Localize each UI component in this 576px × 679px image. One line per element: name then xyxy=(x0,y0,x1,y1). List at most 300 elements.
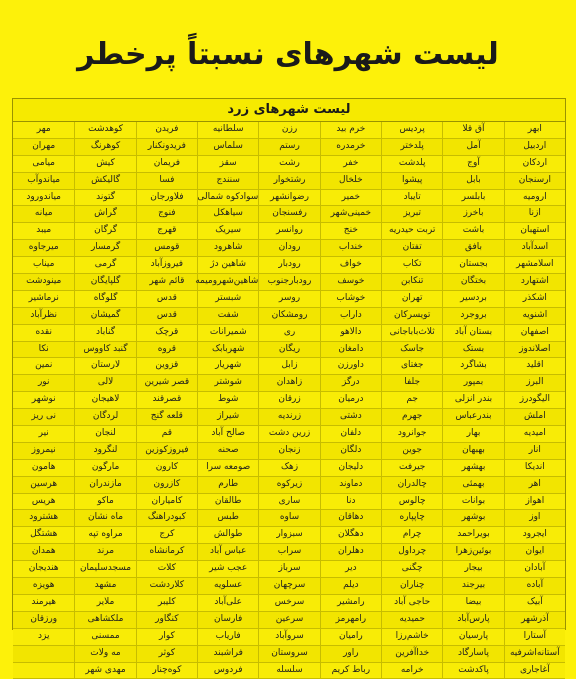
table-row xyxy=(13,139,565,156)
table-cell: عسلویه xyxy=(197,578,258,594)
table-cell: خاشم‌رزا xyxy=(381,629,442,645)
table-cell: رودان xyxy=(258,240,319,256)
table-cell: زرقان xyxy=(258,392,319,408)
table-cell: سروستان xyxy=(258,646,319,662)
table-cell: قدس xyxy=(136,291,197,307)
table-cell: طوالش xyxy=(197,527,258,543)
table-cell: دیلم xyxy=(320,578,381,594)
table-cell: اصفهان xyxy=(504,325,565,341)
table-cell: حمیدیه xyxy=(381,612,442,628)
table-cell: خوسف xyxy=(320,274,381,290)
table-cell: لاهیجان xyxy=(74,392,135,408)
table-cell: کلیبر xyxy=(136,595,197,611)
table-row xyxy=(13,663,565,679)
table-cell: امیدیه xyxy=(504,426,565,442)
table-cell: لنگرود xyxy=(74,443,135,459)
table-cell: قلعه گنج xyxy=(136,409,197,425)
table-cell: جم xyxy=(381,392,442,408)
table-cell: پاسارگاد xyxy=(442,646,503,662)
table-cell: جلفا xyxy=(381,375,442,391)
table-cell: ازنا xyxy=(504,206,565,222)
table-cell: آستانه‌اشرفیه xyxy=(504,646,565,662)
table-cell: ساوه xyxy=(258,510,319,526)
table-cell: میاندورود xyxy=(13,190,74,206)
table-row xyxy=(13,629,565,646)
table-cell: سرعین xyxy=(258,612,319,628)
table-cell: بجستان xyxy=(442,257,503,273)
table-cell: کیش xyxy=(74,156,135,172)
table-cell: طالقان xyxy=(197,494,258,510)
table-row xyxy=(13,342,565,359)
table-row xyxy=(13,595,565,612)
table-cell: رودبارجنوب xyxy=(258,274,319,290)
table-cell: خمیر xyxy=(320,190,381,206)
table-cell: شفت xyxy=(197,308,258,324)
table-cell: گنبد کاووس xyxy=(74,342,135,358)
table-row xyxy=(13,358,565,375)
table-cell: اردکان xyxy=(504,156,565,172)
table-cell: مه ولات xyxy=(74,646,135,662)
table-cell: فیروزکوزین xyxy=(136,443,197,459)
table-row xyxy=(13,646,565,663)
table-cell: آوج xyxy=(442,156,503,172)
table-cell: رباط کریم xyxy=(320,663,381,679)
table-cell: آبیک xyxy=(504,595,565,611)
table-cell: سقز xyxy=(197,156,258,172)
table-cell: زابل xyxy=(258,358,319,374)
table-cell: سیریک xyxy=(197,223,258,239)
table-cell: اشکذر xyxy=(504,291,565,307)
table-cell: پارس‌آباد xyxy=(442,612,503,628)
table-row xyxy=(13,325,565,342)
table-cell: نظرآباد xyxy=(13,308,74,324)
table-cell: چرداول xyxy=(381,544,442,560)
table-cell: شاهین دژ xyxy=(197,257,258,273)
table-cell: قروه xyxy=(136,342,197,358)
table-cell: بیجار xyxy=(442,561,503,577)
table-cell: نیمروز xyxy=(13,443,74,459)
table-cell: دهاقان xyxy=(320,510,381,526)
table-cell: بندرعباس xyxy=(442,409,503,425)
table-cell: هریس xyxy=(13,494,74,510)
table-cell: فیروزآباد xyxy=(136,257,197,273)
table-cell: رامشیر xyxy=(320,595,381,611)
table-cell: اندیکا xyxy=(504,460,565,476)
table-cell: قدس xyxy=(136,308,197,324)
table-cell: لالی xyxy=(74,375,135,391)
table-cell: کوهرنگ xyxy=(74,139,135,155)
table-cell: بهار xyxy=(442,426,503,442)
table-cell: خلخال xyxy=(320,173,381,189)
table-cell: بروجرد xyxy=(442,308,503,324)
table-cell: چالدران xyxy=(381,477,442,493)
table-cell: فلاورجان xyxy=(136,190,197,206)
table-cell: دهلران xyxy=(320,544,381,560)
table-cell: کوار xyxy=(136,629,197,645)
table-cell: فسا xyxy=(136,173,197,189)
table-cell: شاهین‌شهرومیمه xyxy=(197,274,258,290)
table-cell: اسلامشهر xyxy=(504,257,565,273)
table-cell: اهر xyxy=(504,477,565,493)
table-cell: مشهد xyxy=(74,578,135,594)
table-cell: شمیرانات xyxy=(197,325,258,341)
table-cell: ماه نشان xyxy=(74,510,135,526)
table-cell: فریدن xyxy=(136,122,197,138)
table-cell: میامی xyxy=(13,156,74,172)
table-row xyxy=(13,443,565,460)
table-cell: جهرم xyxy=(381,409,442,425)
table-cell: قهرج xyxy=(136,223,197,239)
table-cell: نرماشیر xyxy=(13,291,74,307)
table-cell: شوشتر xyxy=(197,375,258,391)
table-cell: رشت xyxy=(258,156,319,172)
table-cell: طارم xyxy=(197,477,258,493)
table-cell: بستان آباد xyxy=(442,325,503,341)
table-cell: زنجان xyxy=(258,443,319,459)
table-cell: گالیکش xyxy=(74,173,135,189)
table-cell: فردوس xyxy=(197,663,258,679)
table-cell: آق قلا xyxy=(442,122,503,138)
table-cell: شوط xyxy=(197,392,258,408)
table-cell: ساری xyxy=(258,494,319,510)
table-row xyxy=(13,426,565,443)
table-row xyxy=(13,409,565,426)
table-cell: جغتای xyxy=(381,358,442,374)
table-cell: لنجان xyxy=(74,426,135,442)
table-cell: سبزوار xyxy=(258,527,319,543)
table-cell: البرز xyxy=(504,375,565,391)
table-cell: اسدآباد xyxy=(504,240,565,256)
table-cell: پیشوا xyxy=(381,173,442,189)
table-cell: قائم شهر xyxy=(136,274,197,290)
table-cell: شبستر xyxy=(197,291,258,307)
table-row xyxy=(13,561,565,578)
table-cell: جاسک xyxy=(381,342,442,358)
table-cell: گلوگاه xyxy=(74,291,135,307)
table-cell: دماوند xyxy=(320,477,381,493)
table-row xyxy=(13,308,565,325)
table-cell: صالح آباد xyxy=(197,426,258,442)
table-cell: درمیان xyxy=(320,392,381,408)
table-cell: نکا xyxy=(13,342,74,358)
table-cell: تفتان xyxy=(381,240,442,256)
table-cell: گلپایگان xyxy=(74,274,135,290)
table-cell: پارسیان xyxy=(442,629,503,645)
table-cell: سنندج xyxy=(197,173,258,189)
table-cell: بیضا xyxy=(442,595,503,611)
table-cell: ایجرود xyxy=(504,527,565,543)
table-cell: مرند xyxy=(74,544,135,560)
table-row xyxy=(13,392,565,409)
table-cell: زاهدان xyxy=(258,375,319,391)
table-row xyxy=(13,173,565,190)
table-cell: بابلسر xyxy=(442,190,503,206)
table-cell: باخرز xyxy=(442,206,503,222)
table-cell: هامون xyxy=(13,460,74,476)
table-cell: نی ریز xyxy=(13,409,74,425)
table-cell: مینودشت xyxy=(13,274,74,290)
table-cell: گرمسار xyxy=(74,240,135,256)
table-cell: داورزن xyxy=(320,358,381,374)
table-cell: هشترود xyxy=(13,510,74,526)
table-cell: نمین xyxy=(13,358,74,374)
page-title: لیست شهرهای نسبتاً پرخطر xyxy=(0,30,576,80)
table-cell: رامهرمز xyxy=(320,612,381,628)
table-cell: مهر xyxy=(13,122,74,138)
table-cell: مارگون xyxy=(74,460,135,476)
table-cell: میبد xyxy=(13,223,74,239)
table-cell: قصرقند xyxy=(136,392,197,408)
table-cell: استهبان xyxy=(504,223,565,239)
table-cell: چرام xyxy=(381,527,442,543)
table-cell: تهران xyxy=(381,291,442,307)
table-cell: خوشاب xyxy=(320,291,381,307)
table-cell: دالاهو xyxy=(320,325,381,341)
table-cell: زیرکوه xyxy=(258,477,319,493)
table-cell: میرجاوه xyxy=(13,240,74,256)
table-cell: عباس آباد xyxy=(197,544,258,560)
table-cell: بشاگرد xyxy=(442,358,503,374)
table-cell: قزوین xyxy=(136,358,197,374)
table-cell: زرندیه xyxy=(258,409,319,425)
table-cell: باشت xyxy=(442,223,503,239)
table-cell: راور xyxy=(320,646,381,662)
table-row xyxy=(13,578,565,595)
table-cell: سلسله xyxy=(258,663,319,679)
table-row xyxy=(13,460,565,477)
table-cell: چگنی xyxy=(381,561,442,577)
table-cell: کازرون xyxy=(136,477,197,493)
table-row xyxy=(13,240,565,257)
table-cell: زرین دشت xyxy=(258,426,319,442)
table-cell xyxy=(13,663,74,679)
table-cell: فراشبند xyxy=(197,646,258,662)
table-cell: آبادان xyxy=(504,561,565,577)
table-cell: شیراز xyxy=(197,409,258,425)
table-cell: گراش xyxy=(74,206,135,222)
table-cell: قم xyxy=(136,426,197,442)
table-row xyxy=(13,494,565,511)
table-cell: ممسنی xyxy=(74,629,135,645)
table-cell: جوانرود xyxy=(381,426,442,442)
table-cell: سوادکوه شمالی xyxy=(197,190,258,206)
table-cell: دهگلان xyxy=(320,527,381,543)
table-cell: اردبیل xyxy=(504,139,565,155)
table-cell: اصلاندوز xyxy=(504,342,565,358)
table-cell: تکاب xyxy=(381,257,442,273)
table-cell: عجب شیر xyxy=(197,561,258,577)
table-cell: گمیشان xyxy=(74,308,135,324)
table-cell: رودبار xyxy=(258,257,319,273)
table-cell: بویراحمد xyxy=(442,527,503,543)
table-cell: بهمئی xyxy=(442,477,503,493)
table-cell: فریدونکنار xyxy=(136,139,197,155)
table-cell: مهدی شهر xyxy=(74,663,135,679)
table-cell: الیگودرز xyxy=(504,392,565,408)
table-cell: کارون xyxy=(136,460,197,476)
table-cell: دلیجان xyxy=(320,460,381,476)
table-cell: ارومیه xyxy=(504,190,565,206)
table-cell: انار xyxy=(504,443,565,459)
table-row xyxy=(13,612,565,629)
table-cell: علی‌آباد xyxy=(197,595,258,611)
table-cell: بندر انزلی xyxy=(442,392,503,408)
table-cell: فریمان xyxy=(136,156,197,172)
table-cell: آباده xyxy=(504,578,565,594)
table-cell: مسجدسلیمان xyxy=(74,561,135,577)
table-cell: چاپپاره xyxy=(381,510,442,526)
table-cell: داراب xyxy=(320,308,381,324)
table-cell: کامیاران xyxy=(136,494,197,510)
table-cell: فاریاب xyxy=(197,629,258,645)
table-cell: سرچهان xyxy=(258,578,319,594)
table-cell: کنگاور xyxy=(136,612,197,628)
table-cell: پردیس xyxy=(381,122,442,138)
table-cell: رومشکان xyxy=(258,308,319,324)
table-cell: بردسیر xyxy=(442,291,503,307)
table-cell: سرباز xyxy=(258,561,319,577)
table-row xyxy=(13,291,565,308)
table-cell: دلگان xyxy=(320,443,381,459)
table-cell: اوز xyxy=(504,510,565,526)
table-cell: میانه xyxy=(13,206,74,222)
table-cell: رشتخوار xyxy=(258,173,319,189)
table-row xyxy=(13,156,565,173)
table-cell: پلدختر xyxy=(381,139,442,155)
table-cell: بهشهر xyxy=(442,460,503,476)
table-body xyxy=(13,122,565,629)
table-row xyxy=(13,206,565,223)
table-cell: دلفان xyxy=(320,426,381,442)
table-cell: پلدشت xyxy=(381,156,442,172)
table-cell: کرج xyxy=(136,527,197,543)
table-cell: نور xyxy=(13,375,74,391)
table-cell: اهواز xyxy=(504,494,565,510)
table-cell: رامیان xyxy=(320,629,381,645)
table-row xyxy=(13,190,565,207)
table-cell: قرچک xyxy=(136,325,197,341)
table-cell: سلطانیه xyxy=(197,122,258,138)
table-cell: گرگان xyxy=(74,223,135,239)
table-cell: درگز xyxy=(320,375,381,391)
table-cell: قومس xyxy=(136,240,197,256)
table-row xyxy=(13,274,565,291)
table-cell: دشتی xyxy=(320,409,381,425)
table-cell: شاهرود xyxy=(197,240,258,256)
table-cell: شهریار xyxy=(197,358,258,374)
table-cell: بهبهان xyxy=(442,443,503,459)
table-cell: صومعه سرا xyxy=(197,460,258,476)
table-cell: آغاجاری xyxy=(504,663,565,679)
table-cell: روسر xyxy=(258,291,319,307)
table-cell: قصر شیرین xyxy=(136,375,197,391)
table-cell: سلماس xyxy=(197,139,258,155)
table-cell: دیر xyxy=(320,561,381,577)
table-cell: نیر xyxy=(13,426,74,442)
table-cell: کبودراهنگ xyxy=(136,510,197,526)
table-cell: خنج xyxy=(320,223,381,239)
table-cell: بوئین‌زهرا xyxy=(442,544,503,560)
table-cell: سرخس xyxy=(258,595,319,611)
table-cell: مازندران xyxy=(74,477,135,493)
table-cell: سیاهکل xyxy=(197,206,258,222)
table-cell: هندیجان xyxy=(13,561,74,577)
table-cell: کوه‌چنار xyxy=(136,663,197,679)
table-cell: ابهر xyxy=(504,122,565,138)
table-cell: چناران xyxy=(381,578,442,594)
table-cell: میاندوآب xyxy=(13,173,74,189)
table-cell: بختگان xyxy=(442,274,503,290)
table-cell: گتوند xyxy=(74,190,135,206)
table-cell: خرم بید xyxy=(320,122,381,138)
table-cell: اشتهارد xyxy=(504,274,565,290)
table-cell: بیرجند xyxy=(442,578,503,594)
table-cell: آستارا xyxy=(504,629,565,645)
table-cell: رضوانشهر xyxy=(258,190,319,206)
table-cell: شهربابک xyxy=(197,342,258,358)
table-row xyxy=(13,375,565,392)
table-cell: هشتگل xyxy=(13,527,74,543)
table-cell: بوشهر xyxy=(442,510,503,526)
table-cell: هیرمند xyxy=(13,595,74,611)
table-cell: روانسر xyxy=(258,223,319,239)
table-cell: ملایر xyxy=(74,595,135,611)
table-cell: خفر xyxy=(320,156,381,172)
table-cell: پاکدشت xyxy=(442,663,503,679)
table-cell: طبس xyxy=(197,510,258,526)
table-cell: جوین xyxy=(381,443,442,459)
table-cell: اشنویه xyxy=(504,308,565,324)
table-cell: لارستان xyxy=(74,358,135,374)
table-cell: یزد xyxy=(13,629,74,645)
table-cell: بوانات xyxy=(442,494,503,510)
table-cell: کوثر xyxy=(136,646,197,662)
table-cell: فارسان xyxy=(197,612,258,628)
table-row xyxy=(13,477,565,494)
table-cell: تنکابن xyxy=(381,274,442,290)
table-cell: بابل xyxy=(442,173,503,189)
table-cell: بستک xyxy=(442,342,503,358)
table-cell: کرمانشاه xyxy=(136,544,197,560)
table-cell: صحنه xyxy=(197,443,258,459)
table-cell: خمینی‌شهر xyxy=(320,206,381,222)
table-cell: حاجی آباد xyxy=(381,595,442,611)
table-cell: میناب xyxy=(13,257,74,273)
table-cell: زهک xyxy=(258,460,319,476)
table-cell: مراوه تپه xyxy=(74,527,135,543)
table-cell: همدان xyxy=(13,544,74,560)
table-row xyxy=(13,122,565,139)
table-cell: خرامه xyxy=(381,663,442,679)
table-cell: مهران xyxy=(13,139,74,155)
table-cell: ری xyxy=(258,325,319,341)
table-cell: آمل xyxy=(442,139,503,155)
table-cell: سراب xyxy=(258,544,319,560)
table-cell: نقده xyxy=(13,325,74,341)
table-cell: خداآفرین xyxy=(381,646,442,662)
table-cell: رستم xyxy=(258,139,319,155)
table-cell: لردگان xyxy=(74,409,135,425)
table-cell: آذرشهر xyxy=(504,612,565,628)
table-cell: نوشهر xyxy=(13,392,74,408)
table-cell: کوهدشت xyxy=(74,122,135,138)
table-cell: املش xyxy=(504,409,565,425)
table-cell: تربت حیدریه xyxy=(381,223,442,239)
cities-table xyxy=(12,98,566,630)
table-cell: تبریز xyxy=(381,206,442,222)
table-cell: گرمی xyxy=(74,257,135,273)
table-cell: بافق xyxy=(442,240,503,256)
